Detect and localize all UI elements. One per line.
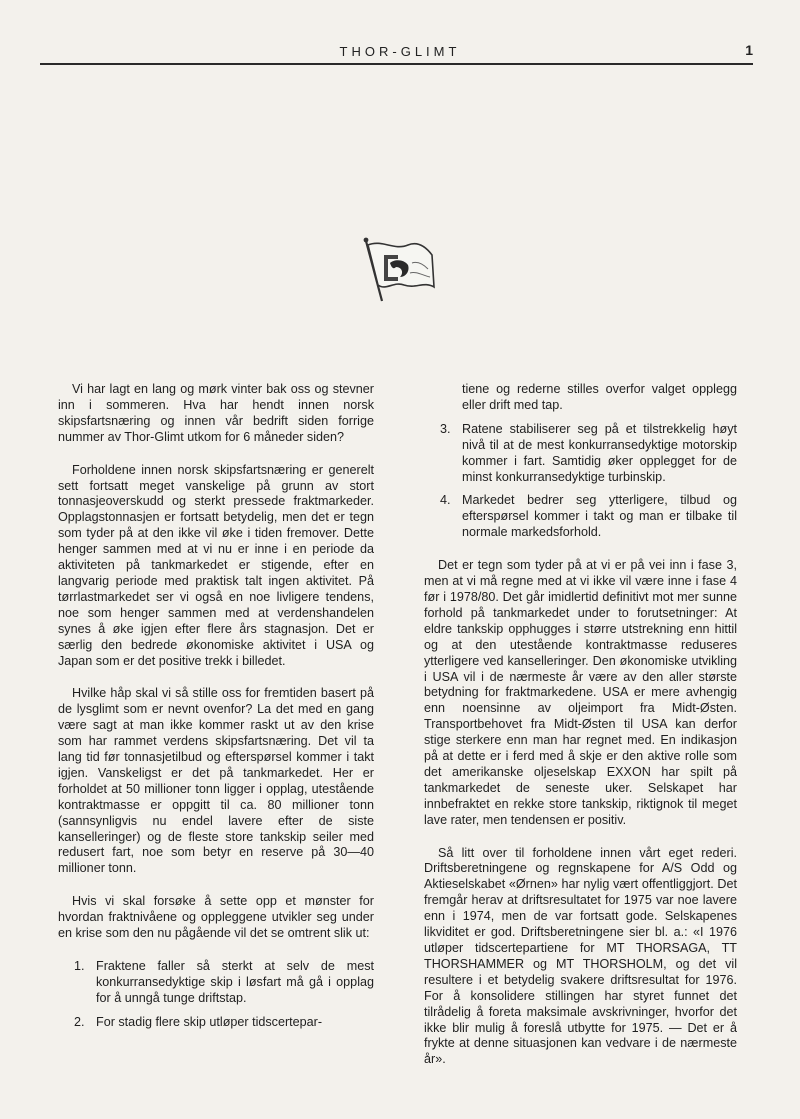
list-text: Fraktene faller så sterkt at selv de mest konkurransedyktige skip i løsfart må gå i opplag for å unngå tunge driftstap. [96,959,374,1005]
company-flag-icon [360,233,436,303]
list-text: For stadig flere skip utløper tidscertepar- [96,1014,323,1029]
page-number: 1 [745,42,753,58]
paragraph: Så litt over til forholdene innen vårt eget rederi. Driftsberetningene og regnskapene for A/S Odd og Aktieselskabet «Ørnen» har nylig vært offentliggjort. Det fremgår herav at driftsresultatet for 1975 var noe lavere enn i 1974, men de var fortsatt gode. Selskapenes likviditet er god. Driftsberetningene sier bl. a.: «I 1976 utløper tidscertepartiene for MT THORSAGA, TT THORSHAMMER og MT THORSHOLM, og det vil resultere i et betydelig svakere driftsresultat for 1976. For å konsolidere stillingen har styret funnet det tilrådelig å foreta maksimale avskrivninger, hvorfor det ikke blir mulig å foreslå utbytte for 1975. — Det er å frykte at denne situasjonen kan vedvare i de nærmeste år». [424,845,737,1067]
left-column [58,382,374,1048]
paragraph: Hvilke håp skal vi så stille oss for fremtiden basert på de lysglimt som er nevnt ovenfor? La det med en gang være sagt at man ikke kommer raskt ut av den krise som har rammet verdens skipsfartsnæring. Det vil ta lang tid før tonnasjetilbud og efterspørsel kommer i takt igjen. Vanskeligst er det på tankmarkedet. Her er forholdet at 50 millioner tonn ligger i opplag, utestående kontraktmasse er oppgitt til ca. 80 millioner tonn (sannsynligvis nu endel lavere efter de siste kanselleringer) og de fleste store tankskip seiler med redusert fart, noe som betyr en reserve på 30—40 millioner tonn. [58,686,374,876]
list-number: 1. [74,959,85,973]
list-number: 4. [440,493,451,508]
running-header-title: THOR-GLIMT [339,44,461,59]
list-text: tiene og rederne stilles overfor valget opplegg eller drift med tap. [462,382,737,412]
list-item [440,422,737,486]
list-text: Markedet bedrer seg ytterligere, tilbud og efterspørsel kommer i takt og man er tilbake til normale markedsforhold. [462,493,737,540]
paragraph: Vi har lagt en lang og mørk vinter bak oss og stevner inn i sommeren. Hva har hendt innen norsk skipsfartsnæring og innen vår bedrift siden forrige nummer av Thor-Glimt utkom for 6 måneder siden? [58,382,374,444]
list-number: 2. [74,1014,85,1029]
paragraph: Forholdene innen norsk skipsfartsnæring er generelt sett fortsatt meget vanskelige på grunn av stort tonnasjeoverskudd og sterkt pressede fraktmarkeder. Opplagstonnasjen er fortsatt betydelig, men det er tegn som tyder på at den ikke vil øke i tiden fremover. Dette henger sammen med at vi nu er inne i en periode da aktiviteten på tankmarkedet er stigende, efter en langvarig periode med praktisk talt ingen aktivitet. På tørrlastmarkedet ser vi også en noe livligere tendens, noe som henger sammen med at verdenshandelen synes å øke igjen efter flere års stagnasjon. Det er særlig den bedrede økonomiske aktivitet i USA og Japan som er det positive trekk i billedet. [58,462,374,668]
phase-list [74,959,374,1031]
list-item-continued [440,382,737,414]
list-text: Ratene stabiliserer seg på et tilstrekkelig høyt nivå til at de mest konkurransedyktige motorskip kommer i fart. Samtidig øker opplegget for de minst konkurransedyktige turbinskip. [462,421,737,484]
list-item [440,493,737,541]
list-item [74,1015,374,1031]
header-rule [40,63,753,65]
right-column [424,382,737,1085]
list-item [74,959,374,1007]
phase-list-continued [440,382,737,541]
list-number: 3. [440,421,451,436]
paragraph: Det er tegn som tyder på at vi er på vei inn i fase 3, men at vi må regne med at vi ikke vil være inne i fase 4 før i 1978/80. Det går imidlertid definitivt mot mer sunne forhold på tankmarkedet under to forutsetninger: At eldre tankskip opphugges i større utstrekning enn hittil og at den utestående kontraktmasse reduseres ytterligere ved kanselleringer. Den økonomiske utvikling i USA vil i de nærmeste år være av den aller største betydning for fraktmarkedene. USA er mere avhengig enn noensinne av oljeimport fra Midt-Østen. Transportbehovet fra Midt-Østen til USA kan derfor stige sterkere enn man har regnet med. En indikasjon på at dette er i ferd med å skje er den aktive rolle som det amerikanske oljeselskap EXXON har spilt på tankmarkedet de seneste uker. Selskapet har innbefraktet en rekke store tankskip, riktignok til meget lave rater, men tendensen er positiv. [424,558,737,827]
paragraph: Hvis vi skal forsøke å sette opp et mønster for hvordan fraktnivåene og oppleggene utvikler seg under en krise som den nu pågående vil det se omtrent slik ut: [58,894,374,941]
